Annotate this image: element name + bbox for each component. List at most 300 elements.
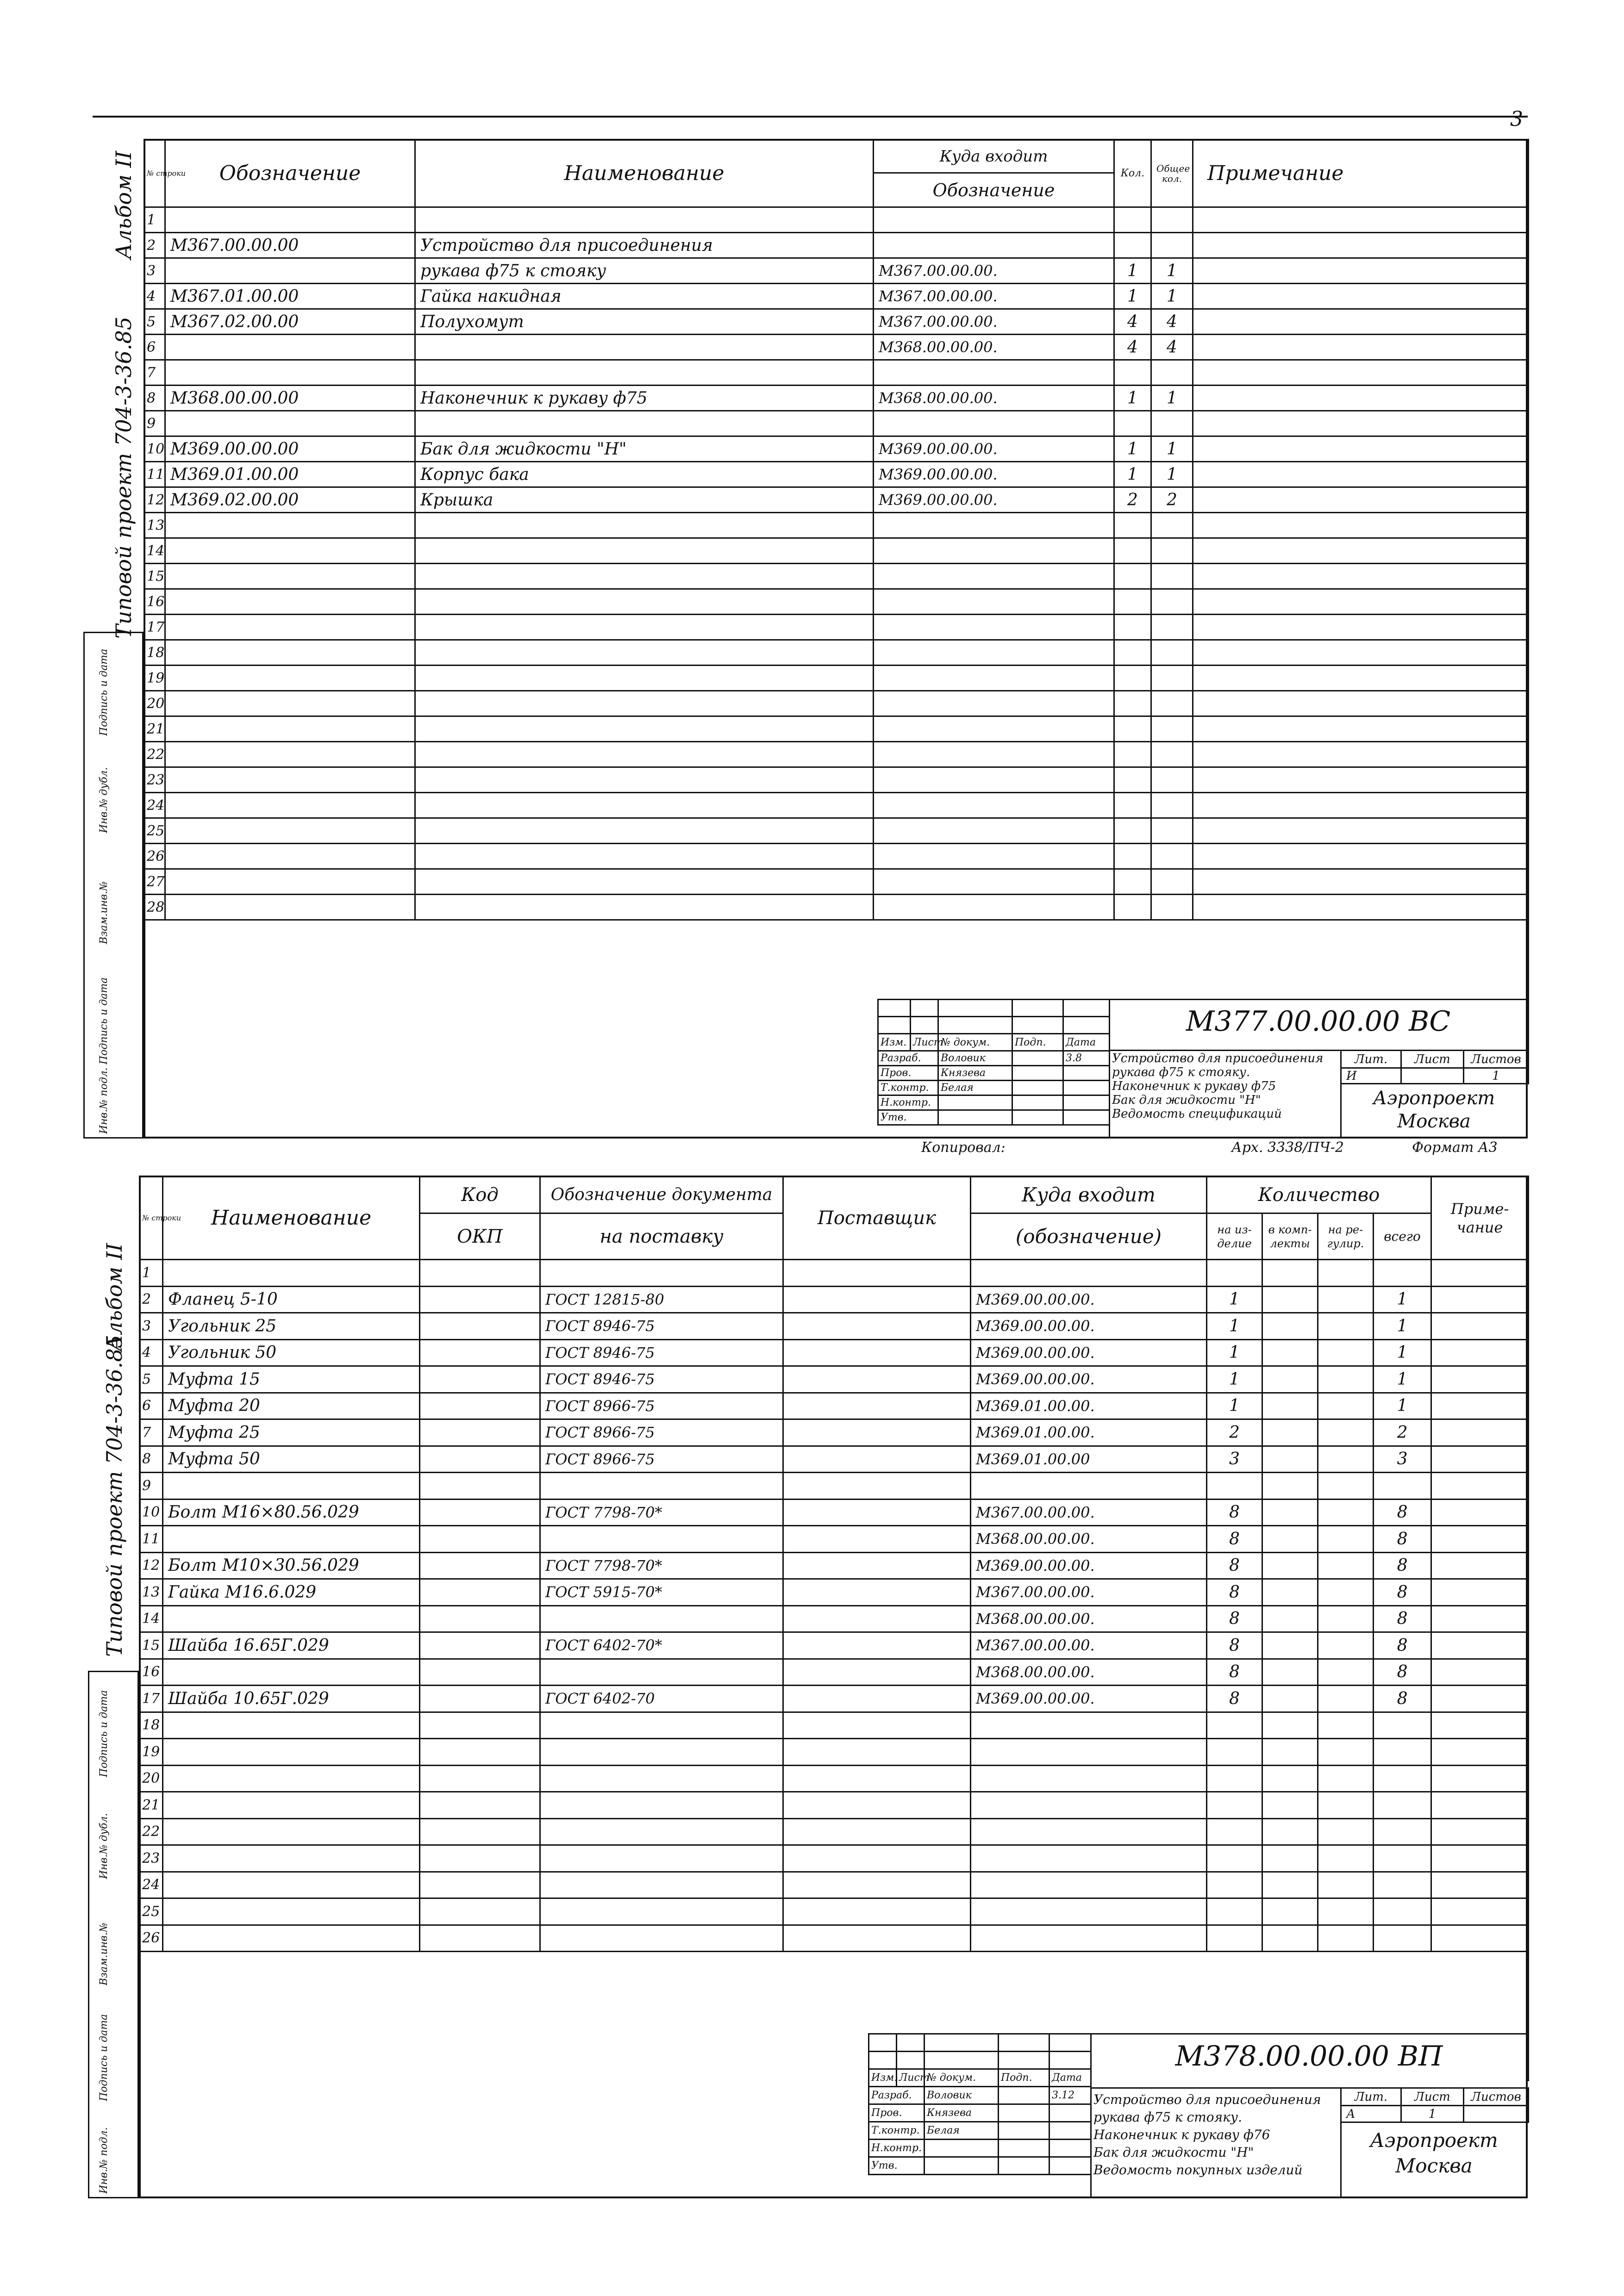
cell-where <box>971 1473 1207 1500</box>
cell-qty <box>1114 742 1151 767</box>
cell-where <box>971 1260 1207 1287</box>
cell-name <box>415 207 874 233</box>
cell-name <box>163 1872 420 1898</box>
cell-where <box>874 895 1114 920</box>
cell-designation <box>165 844 415 869</box>
cell-supplier <box>783 1313 971 1340</box>
bottom-doc-code: М378.00.00.00 ВП <box>1175 2040 1443 2072</box>
cell-note <box>1193 589 1529 615</box>
bottom-tb-org: Аэропроект <box>1370 2129 1498 2152</box>
cell-n: 17 <box>144 615 165 640</box>
cell-q2 <box>1262 1526 1318 1553</box>
cell-designation <box>165 564 415 589</box>
cell-q1 <box>1207 1712 1262 1739</box>
table-row <box>144 793 1529 818</box>
cell-supplier <box>783 1712 971 1739</box>
cell-code <box>420 1925 540 1952</box>
cell-name <box>163 1526 420 1553</box>
table-row <box>144 207 1529 233</box>
cell-where <box>971 1845 1207 1872</box>
cell-doc: ГОСТ 8966-75 <box>540 1419 783 1446</box>
cell-q4 <box>1374 1473 1431 1500</box>
cell-supplier <box>783 1339 971 1366</box>
cell-doc <box>540 1818 783 1845</box>
cell-doc <box>540 1659 783 1686</box>
cell-total <box>1151 691 1193 716</box>
cell-n: 3 <box>144 258 165 284</box>
bottom-tb-role: Разраб. <box>869 2087 924 2104</box>
cell-q3 <box>1318 1499 1374 1526</box>
cell-q4: 1 <box>1374 1393 1431 1419</box>
cell-supplier <box>783 1366 971 1393</box>
cell-n: 14 <box>140 1605 163 1632</box>
cell-code <box>420 1499 540 1526</box>
cell-q1: 8 <box>1207 1632 1262 1659</box>
bottom-col-okp: ОКП <box>420 1213 540 1260</box>
cell-q3 <box>1318 1739 1374 1766</box>
cell-qty <box>1114 666 1151 691</box>
cell-designation: М367.00.00.00 <box>165 233 415 258</box>
bottom-tb-role: Т.контр. <box>869 2122 924 2140</box>
cell-n: 26 <box>140 1925 163 1952</box>
cell-name <box>415 895 874 920</box>
cell-where <box>971 1739 1207 1766</box>
cell-note <box>1431 1313 1529 1340</box>
cell-code <box>420 1659 540 1686</box>
cell-name <box>163 1925 420 1952</box>
cell-total <box>1151 895 1193 920</box>
cell-name: Гайка М16.6.029 <box>163 1579 420 1606</box>
cell-note <box>1193 360 1529 386</box>
cell-n: 18 <box>140 1712 163 1739</box>
bottom-tb-sheet: 1 <box>1401 2106 1464 2122</box>
bottom-tb-lit: А <box>1341 2106 1401 2122</box>
cell-q2 <box>1262 1792 1318 1819</box>
cell-q3 <box>1318 1313 1374 1340</box>
cell-code <box>420 1473 540 1500</box>
cell-code <box>420 1313 540 1340</box>
cell-n: 7 <box>140 1419 163 1446</box>
cell-doc: ГОСТ 5915-70* <box>540 1579 783 1606</box>
bottom-stamp-inv: Инв.№ подл. <box>98 2127 110 2194</box>
cell-q1: 8 <box>1207 1659 1262 1686</box>
bottom-stamp-replace: Взам.инв.№ <box>98 1923 110 1985</box>
cell-note <box>1193 716 1529 742</box>
top-side-album: Альбом II <box>111 150 136 259</box>
cell-n: 20 <box>140 1765 163 1792</box>
cell-q2 <box>1262 1872 1318 1898</box>
top-tb-sheets: 1 <box>1464 1068 1529 1084</box>
cell-q2 <box>1262 1605 1318 1632</box>
cell-qty <box>1114 844 1151 869</box>
cell-where: М368.00.00.00. <box>971 1659 1207 1686</box>
cell-total: 1 <box>1151 284 1193 309</box>
cell-supplier <box>783 1925 971 1952</box>
table-row <box>140 1260 1529 1287</box>
cell-q1: 1 <box>1207 1393 1262 1419</box>
table-row <box>140 1765 1529 1792</box>
top-stamp-replace: Взам.инв.№ <box>98 881 110 944</box>
cell-doc <box>540 1792 783 1819</box>
cell-n: 11 <box>144 462 165 487</box>
cell-where <box>874 360 1114 386</box>
table-row <box>144 844 1529 869</box>
cell-q1 <box>1207 1739 1262 1766</box>
bottom-tb-name: Белая <box>924 2122 999 2140</box>
cell-name <box>415 538 874 564</box>
cell-q3 <box>1318 1765 1374 1792</box>
cell-where: М369.00.00.00. <box>971 1313 1207 1340</box>
cell-qty <box>1114 589 1151 615</box>
top-col-qty: Кол. <box>1114 140 1151 207</box>
cell-q4 <box>1374 1818 1431 1845</box>
cell-qty: 4 <box>1114 309 1151 335</box>
cell-name: Болт М10×30.56.029 <box>163 1552 420 1579</box>
cell-supplier <box>783 1393 971 1419</box>
cell-where <box>874 589 1114 615</box>
cell-designation: М368.00.00.00 <box>165 386 415 411</box>
cell-q1 <box>1207 1845 1262 1872</box>
cell-supplier <box>783 1419 971 1446</box>
cell-designation <box>165 869 415 895</box>
top-col-designation: Обозначение <box>165 140 415 207</box>
cell-note <box>1431 1473 1529 1500</box>
cell-n: 24 <box>144 793 165 818</box>
cell-total <box>1151 869 1193 895</box>
cell-where <box>971 1818 1207 1845</box>
cell-note <box>1431 1366 1529 1393</box>
cell-n: 24 <box>140 1872 163 1898</box>
cell-q2 <box>1262 1473 1318 1500</box>
cell-n: 28 <box>144 895 165 920</box>
cell-code <box>420 1712 540 1739</box>
cell-n: 10 <box>144 436 165 462</box>
cell-n: 23 <box>144 767 165 793</box>
cell-code <box>420 1579 540 1606</box>
cell-name <box>415 666 874 691</box>
bottom-stamp-dup: Инв.№ дубл. <box>98 1813 110 1879</box>
cell-supplier <box>783 1526 971 1553</box>
cell-name: Фланец 5-10 <box>163 1286 420 1313</box>
cell-where: М368.00.00.00. <box>971 1605 1207 1632</box>
cell-name: Полухомут <box>415 309 874 335</box>
cell-designation <box>165 589 415 615</box>
table-row <box>144 233 1529 258</box>
table-row <box>140 1526 1529 1553</box>
bottom-col-where2: (обозначение) <box>971 1213 1207 1260</box>
cell-q3 <box>1318 1419 1374 1446</box>
cell-where <box>874 844 1114 869</box>
cell-q3 <box>1318 1659 1374 1686</box>
table-row <box>144 436 1529 462</box>
cell-qty: 1 <box>1114 258 1151 284</box>
bottom-stamp-strip <box>88 1671 139 2198</box>
cell-note <box>1431 1579 1529 1606</box>
bottom-col-quantity: Количество <box>1207 1176 1431 1213</box>
cell-note <box>1193 895 1529 920</box>
cell-where <box>874 207 1114 233</box>
cell-q3 <box>1318 1686 1374 1712</box>
top-footer-format: Формат А3 <box>1412 1139 1498 1156</box>
cell-supplier <box>783 1446 971 1473</box>
cell-name <box>415 335 874 360</box>
cell-doc <box>540 1526 783 1553</box>
table-row <box>144 589 1529 615</box>
cell-note <box>1193 258 1529 284</box>
cell-name: Муфта 20 <box>163 1393 420 1419</box>
bottom-col-where: Куда входит <box>971 1176 1207 1213</box>
cell-doc: ГОСТ 7798-70* <box>540 1499 783 1526</box>
cell-note <box>1431 1286 1529 1313</box>
table-row <box>140 1473 1529 1500</box>
cell-note <box>1193 869 1529 895</box>
cell-q3 <box>1318 1286 1374 1313</box>
table-row <box>140 1739 1529 1766</box>
cell-total <box>1151 360 1193 386</box>
cell-n: 15 <box>140 1632 163 1659</box>
cell-where <box>874 767 1114 793</box>
cell-designation <box>165 513 415 538</box>
cell-n: 23 <box>140 1845 163 1872</box>
cell-q2 <box>1262 1579 1318 1606</box>
top-tb-role: Н.контр. <box>878 1095 938 1110</box>
table-row <box>140 1659 1529 1686</box>
cell-supplier <box>783 1473 971 1500</box>
cell-supplier <box>783 1898 971 1925</box>
cell-total <box>1151 716 1193 742</box>
cell-q3 <box>1318 1818 1374 1845</box>
cell-q3 <box>1318 1925 1374 1952</box>
top-col-name: Наименование <box>415 140 874 207</box>
table-row <box>144 538 1529 564</box>
cell-q1 <box>1207 1765 1262 1792</box>
cell-n: 21 <box>144 716 165 742</box>
table-row <box>140 1898 1529 1925</box>
cell-where: М368.00.00.00. <box>971 1526 1207 1553</box>
cell-qty: 1 <box>1114 436 1151 462</box>
top-stamp-inv: Инв.№ подл. <box>98 1067 110 1134</box>
cell-q4: 8 <box>1374 1632 1431 1659</box>
cell-where: М367.00.00.00. <box>874 309 1114 335</box>
top-tb-sheet-table <box>1340 1050 1529 1084</box>
cell-q1: 1 <box>1207 1286 1262 1313</box>
table-row <box>144 487 1529 513</box>
cell-n: 5 <box>140 1366 163 1393</box>
table-row <box>140 1393 1529 1419</box>
cell-note <box>1193 462 1529 487</box>
cell-note <box>1193 793 1529 818</box>
cell-qty <box>1114 615 1151 640</box>
cell-total: 2 <box>1151 487 1193 513</box>
cell-q3 <box>1318 1446 1374 1473</box>
cell-note <box>1431 1872 1529 1898</box>
cell-designation <box>165 335 415 360</box>
cell-name <box>163 1739 420 1766</box>
cell-note <box>1431 1605 1529 1632</box>
cell-q1 <box>1207 1925 1262 1952</box>
cell-total <box>1151 207 1193 233</box>
top-col-total: Общее кол. <box>1151 140 1193 207</box>
cell-doc <box>540 1739 783 1766</box>
cell-note <box>1431 1818 1529 1845</box>
cell-note <box>1431 1739 1529 1766</box>
cell-note <box>1431 1898 1529 1925</box>
bottom-col-name: Наименование <box>163 1176 420 1260</box>
bottom-stamp-sign2: Подпись и дата <box>98 1690 110 1777</box>
table-row <box>140 1925 1529 1952</box>
cell-note <box>1193 309 1529 335</box>
table-row <box>140 1419 1529 1446</box>
cell-total: 1 <box>1151 386 1193 411</box>
cell-total <box>1151 538 1193 564</box>
cell-where: М367.00.00.00. <box>971 1499 1207 1526</box>
cell-note <box>1431 1659 1529 1686</box>
top-tb-head-sign: Подп. <box>1012 1034 1063 1051</box>
bottom-stamp-sign: Подпись и дата <box>98 2014 110 2101</box>
cell-q3 <box>1318 1712 1374 1739</box>
cell-supplier <box>783 1765 971 1792</box>
cell-total <box>1151 640 1193 666</box>
table-row <box>144 895 1529 920</box>
cell-qty <box>1114 207 1151 233</box>
cell-note <box>1431 1393 1529 1419</box>
top-tb-head-izm: Изм. <box>878 1034 911 1051</box>
cell-n: 1 <box>140 1260 163 1287</box>
cell-where: М369.00.00.00. <box>971 1286 1207 1313</box>
cell-q1 <box>1207 1872 1262 1898</box>
cell-supplier <box>783 1659 971 1686</box>
top-tb-name: Белая <box>938 1081 1012 1095</box>
cell-qty <box>1114 767 1151 793</box>
cell-q3 <box>1318 1872 1374 1898</box>
table-row <box>140 1818 1529 1845</box>
cell-q2 <box>1262 1260 1318 1287</box>
cell-n: 25 <box>140 1898 163 1925</box>
top-tb-role: Т.контр. <box>878 1081 938 1095</box>
cell-doc <box>540 1765 783 1792</box>
cell-note <box>1193 564 1529 589</box>
cell-designation <box>165 895 415 920</box>
cell-total <box>1151 233 1193 258</box>
cell-name: Муфта 50 <box>163 1446 420 1473</box>
cell-n: 9 <box>144 411 165 436</box>
cell-code <box>420 1898 540 1925</box>
table-row <box>144 411 1529 436</box>
cell-n: 22 <box>144 742 165 767</box>
cell-name: Муфта 15 <box>163 1366 420 1393</box>
cell-q4 <box>1374 1898 1431 1925</box>
cell-q1: 8 <box>1207 1579 1262 1606</box>
cell-n: 4 <box>144 284 165 309</box>
cell-q4 <box>1374 1712 1431 1739</box>
bottom-col-doc: Обозначение документа <box>540 1176 783 1213</box>
cell-q4: 3 <box>1374 1446 1431 1473</box>
cell-where <box>971 1898 1207 1925</box>
table-row <box>140 1792 1529 1819</box>
cell-q1: 8 <box>1207 1499 1262 1526</box>
table-row <box>140 1845 1529 1872</box>
top-stamp-sign: Подпись и дата <box>98 977 110 1064</box>
table-row <box>144 284 1529 309</box>
cell-q2 <box>1262 1552 1318 1579</box>
cell-where: М367.00.00.00. <box>874 284 1114 309</box>
top-tb-name: Воловик <box>938 1051 1012 1066</box>
table-row <box>144 666 1529 691</box>
cell-designation <box>165 666 415 691</box>
cell-name <box>415 615 874 640</box>
cell-q2 <box>1262 1393 1318 1419</box>
table-row <box>144 640 1529 666</box>
cell-q4: 8 <box>1374 1552 1431 1579</box>
top-tb-org: Аэропроект <box>1373 1088 1495 1109</box>
bottom-col-q3: на ре-гулир. <box>1318 1213 1374 1260</box>
table-row <box>144 742 1529 767</box>
cell-name <box>163 1845 420 1872</box>
table-row <box>140 1686 1529 1712</box>
cell-q4: 1 <box>1374 1286 1431 1313</box>
top-tb-sheet-label: Лист <box>1401 1051 1464 1068</box>
cell-note <box>1193 742 1529 767</box>
cell-q1: 8 <box>1207 1686 1262 1712</box>
cell-note <box>1193 233 1529 258</box>
cell-code <box>420 1605 540 1632</box>
bottom-tb-head-sign: Подп. <box>999 2069 1049 2087</box>
top-spec-table <box>144 139 1529 1054</box>
cell-note <box>1193 691 1529 716</box>
cell-q2 <box>1262 1446 1318 1473</box>
bottom-col-doc2: на поставку <box>540 1213 783 1260</box>
cell-name <box>415 818 874 844</box>
cell-supplier <box>783 1686 971 1712</box>
cell-n: 15 <box>144 564 165 589</box>
top-tb-head-date: Дата <box>1063 1034 1110 1051</box>
cell-q2 <box>1262 1499 1318 1526</box>
bottom-tb-sheet-table <box>1340 2087 1529 2123</box>
cell-where: М368.00.00.00. <box>874 386 1114 411</box>
cell-q4: 8 <box>1374 1659 1431 1686</box>
cell-where: М369.01.00.00 <box>971 1446 1207 1473</box>
cell-total <box>1151 411 1193 436</box>
cell-doc: ГОСТ 8966-75 <box>540 1446 783 1473</box>
cell-name <box>163 1792 420 1819</box>
cell-code <box>420 1446 540 1473</box>
cell-note <box>1193 538 1529 564</box>
table-row <box>140 1552 1529 1579</box>
cell-where <box>874 640 1114 666</box>
bottom-tb-city: Москва <box>1395 2154 1473 2177</box>
table-row <box>140 1313 1529 1340</box>
cell-name <box>415 869 874 895</box>
cell-q2 <box>1262 1286 1318 1313</box>
cell-q1 <box>1207 1473 1262 1500</box>
cell-n: 8 <box>140 1446 163 1473</box>
bottom-tb-date: 3.12 <box>1049 2087 1091 2104</box>
cell-q3 <box>1318 1473 1374 1500</box>
cell-q3 <box>1318 1393 1374 1419</box>
cell-where <box>874 716 1114 742</box>
cell-supplier <box>783 1739 971 1766</box>
cell-designation <box>165 716 415 742</box>
cell-name <box>415 411 874 436</box>
cell-name <box>163 1605 420 1632</box>
cell-note <box>1431 1260 1529 1287</box>
cell-name <box>163 1659 420 1686</box>
cell-q4: 8 <box>1374 1579 1431 1606</box>
cell-total: 4 <box>1151 335 1193 360</box>
cell-n: 19 <box>140 1739 163 1766</box>
cell-n: 5 <box>144 309 165 335</box>
bottom-tb-head-list: Лист <box>897 2069 924 2087</box>
